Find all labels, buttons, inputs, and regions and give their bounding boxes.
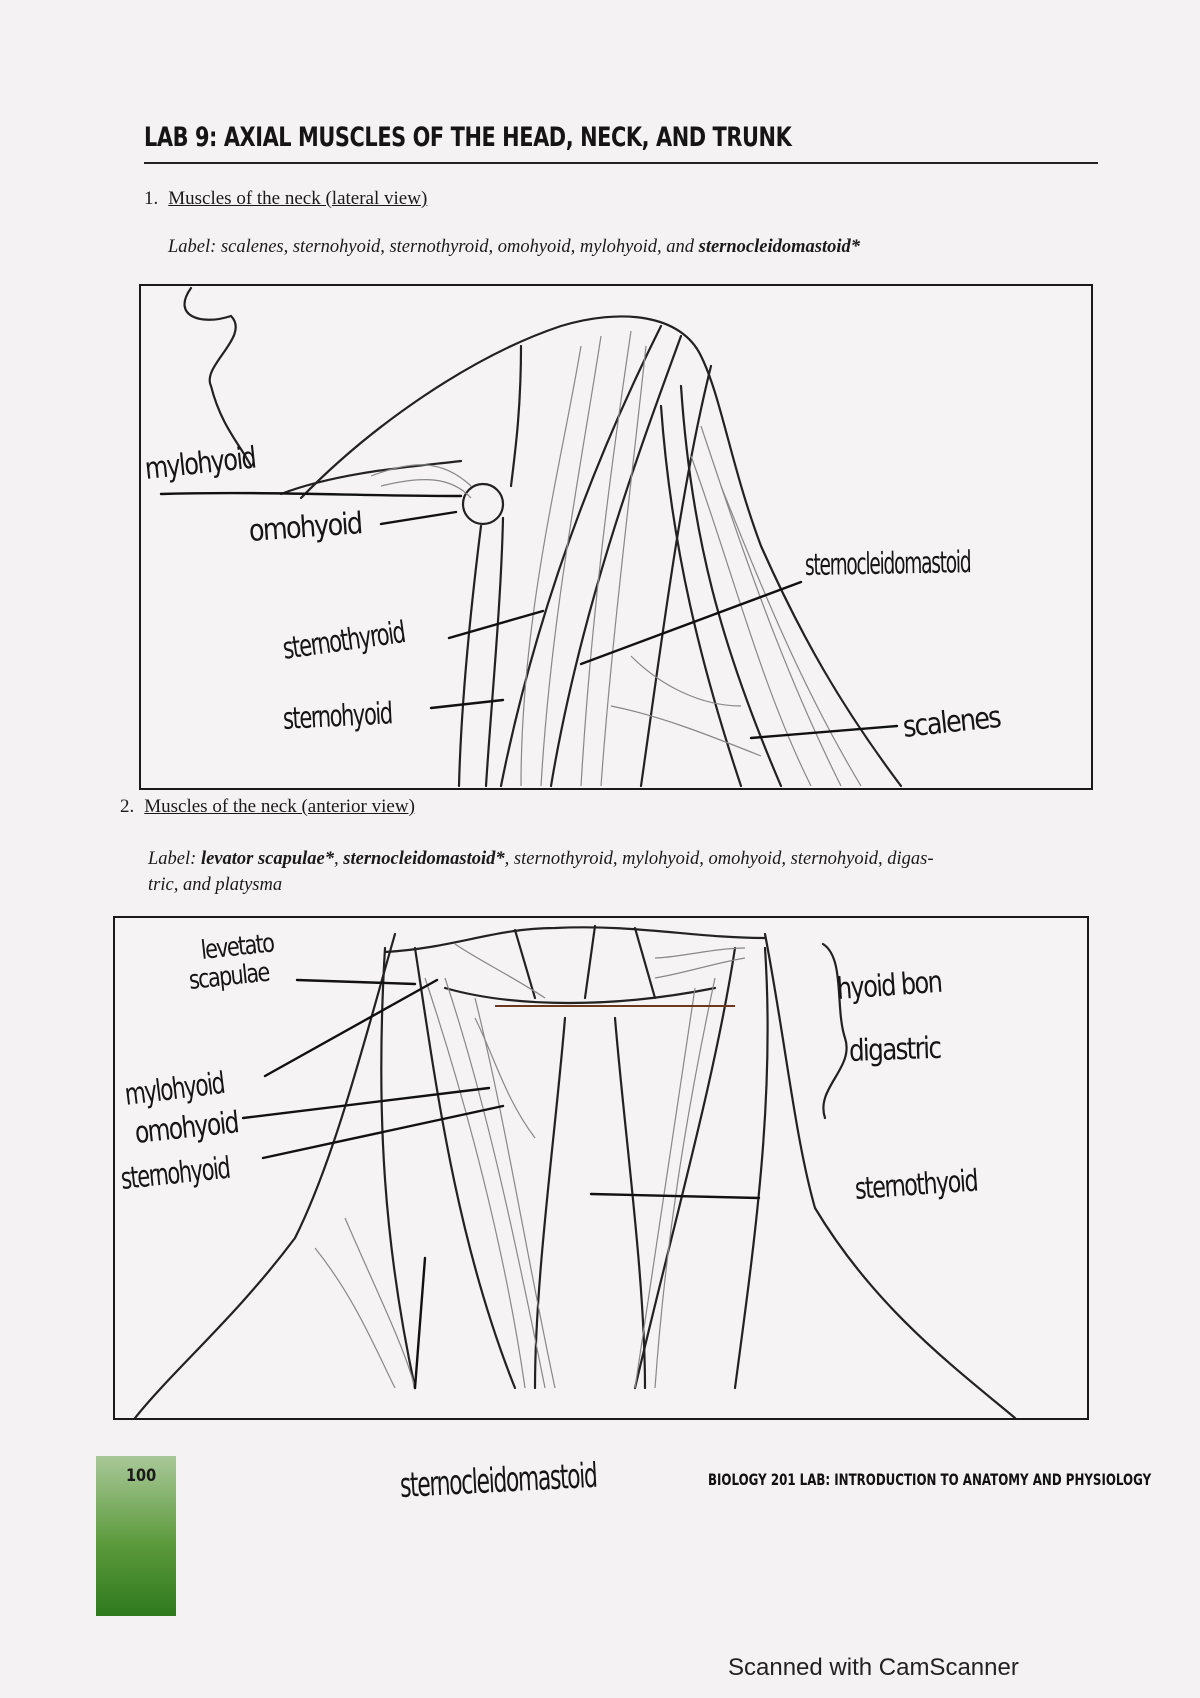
annotation-levator-scapulae-line2: scapulae (187, 957, 271, 996)
annotation-sternocleidomastoid: sternocleidomastoid (804, 545, 971, 583)
annotation-hyoid-bone: hyoid bon (835, 964, 943, 1007)
label-bold-item-1: levator scapulae* (200, 849, 335, 869)
page-title: LAB 9: AXIAL MUSCLES OF THE HEAD, NECK, AND TRUNK (144, 122, 792, 153)
footer-book-title: BIOLOGY 201 LAB: INTRODUCTION TO ANATOMY AND PHYSIOLOGY (708, 1470, 1152, 1489)
anterior-neck-figure (113, 916, 1089, 1420)
section2-number: 2. (120, 796, 135, 817)
annotation-sternocleidomastoid-anterior: sternocleidomastoid (398, 1455, 598, 1506)
label-prefix: Label: (148, 849, 201, 869)
lateral-neck-figure (139, 284, 1093, 790)
annotation-scalenes: scalenes (901, 699, 1002, 745)
title-rule (144, 162, 1098, 164)
section2-title: Muscles of the neck (anterior view) (144, 796, 415, 817)
annotation-omohyoid: omohyoid (247, 506, 363, 549)
label-items: scalenes, sternohyoid, sternothyroid, omohyoid, mylohyoid, and (220, 237, 699, 257)
annotation-sternohyoid: sternohyoid (282, 696, 393, 737)
section1-heading (144, 188, 427, 210)
section1-label-list (168, 234, 860, 260)
annotation-mylohyoid: mylohyoid (143, 440, 257, 487)
scanner-watermark: Scanned with CamScanner (728, 1654, 1019, 1681)
section2-label-list (148, 846, 1088, 898)
label-bold-item: sternocleidomastoid* (698, 237, 860, 257)
section1-title: Muscles of the neck (lateral view) (168, 188, 428, 209)
label-items-line2: tric, and platysma (148, 875, 283, 895)
annotation-sternothyroid: sternothyroid (280, 615, 407, 667)
label-prefix: Label: (168, 237, 221, 257)
annotation-sternothyroid: sternothyoid (853, 1163, 979, 1207)
annotation-levator-scapulae-line1: levetato (199, 928, 275, 966)
label-bold-item-2: sternocleidomastoid* (343, 849, 505, 869)
section2-heading (120, 796, 415, 818)
annotation-omohyoid: omohyoid (133, 1105, 240, 1151)
label-sep: , (334, 849, 344, 869)
section1-number: 1. (144, 188, 159, 209)
annotation-digastric: digastric (848, 1030, 941, 1069)
annotation-sternohyoid: sternohyoid (119, 1150, 232, 1197)
label-items: , sternothyroid, mylohyoid, omohyoid, sternohyoid, digas- (504, 849, 934, 869)
annotation-mylohyoid: mylohyoid (122, 1066, 226, 1113)
page-number: 100 (126, 1466, 157, 1486)
